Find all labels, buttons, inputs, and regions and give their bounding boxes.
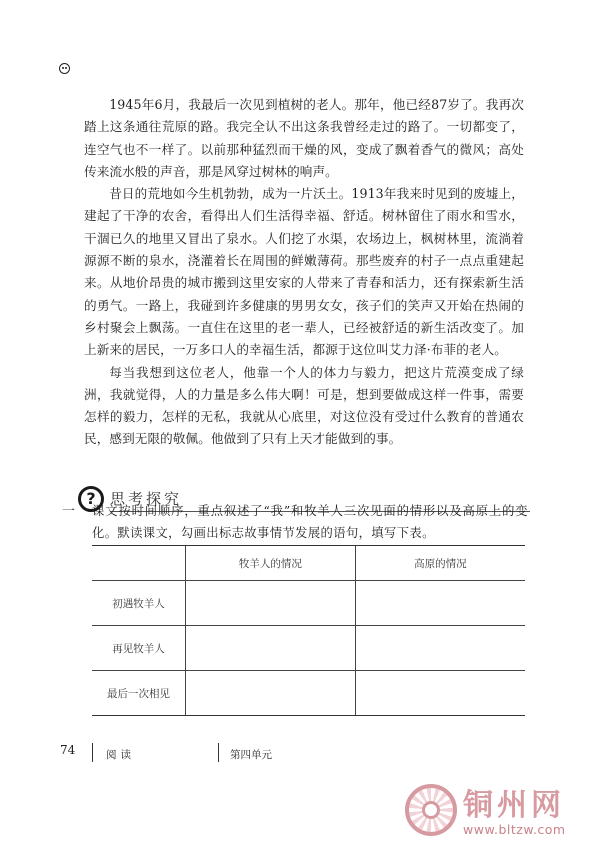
table-row	[92, 581, 525, 626]
question-number: 一	[62, 504, 76, 519]
table-header-shepherd: 牧羊人的情况	[186, 546, 356, 581]
table-row	[92, 626, 525, 671]
table-row-label: 再见牧羊人	[92, 626, 186, 671]
table-header-row	[92, 546, 525, 581]
watermark	[405, 780, 595, 846]
passage-paragraph-2: 昔日的荒地如今生机勃勃，成为一片沃土。1913年我来时见到的废墟上，建起了干净的农舍，看得出人们生活得幸福、舒适。树林留住了雨水和雪水，干涸已久的地里又冒出了泉水。人们挖了水渠，农场边上，枫树林里，流淌着源源不断的泉水，浇灌着长在周围的鲜嫩薄荷。那些废弃的村子一点点重建起来。从地价昂贵的城市搬到这里安家的人带来了青春和活力，还有探索新生活的勇气。一路上，我碰到许多健康的男男女女，孩子们的笑声又开始在热闹的乡村聚会上飘荡。一直住在这里的老一辈人，已经被舒适的新生活改变了。加上新来的居民，一万多口人的幸福生活，都源于这位叫艾力泽·布菲的老人。	[84, 186, 524, 358]
answer-table	[92, 545, 525, 716]
question-text: 课文按时间顺序，重点叙述了“我”和牧羊人三次见面的情形以及高原上的变化。默读课文，勾画出标志故事情节发展的语句，填写下表。	[92, 504, 528, 540]
watermark-name: 铜州网	[463, 788, 565, 823]
table-header-corner	[92, 546, 186, 581]
footer-unit-title: 第四单元	[230, 749, 272, 761]
answer-cell-shepherd[interactable]	[186, 581, 356, 626]
answer-cell-plateau[interactable]	[355, 626, 525, 671]
answer-cell-plateau[interactable]	[355, 581, 525, 626]
passage-paragraph-1: 1945年6月，我最后一次见到植树的老人。那年，他已经87岁了。我再次踏上这条通往荒原的路。我完全认不出这条我曾经走过的路了。一切都变了，连空气也不一样了。以前那种猛烈而干燥的风，变成了飘着香气的微风；高处传来流水般的声音，那是风穿过树林的响声。	[84, 97, 524, 179]
watermark-url: www.bltzw.com	[463, 822, 566, 837]
answer-cell-shepherd[interactable]	[186, 626, 356, 671]
table-row-label: 初遇牧羊人	[92, 581, 186, 626]
section-title: 思考探究	[110, 490, 183, 508]
table-row	[92, 671, 525, 716]
passage-paragraph-3: 每当我想到这位老人，他靠一个人的体力与毅力，把这片荒漠变成了绿洲，我就觉得，人的力量是多么伟大啊！可是，想到要做成这样一件事，需要怎样的毅力，怎样的无私，我就从心底里，对这位没有受过什么教育的普通农民，感到无限的敬佩。他做到了只有上天才能做到的事。	[84, 364, 524, 447]
passage	[84, 94, 524, 451]
seal-logo-icon	[405, 784, 457, 836]
footer-divider	[218, 743, 219, 762]
smiley-icon	[59, 63, 70, 74]
answer-cell-plateau[interactable]	[355, 671, 525, 716]
table-header-plateau: 高原的情况	[355, 546, 525, 581]
footer-book-title: 阅读	[106, 749, 135, 761]
answer-cell-shepherd[interactable]	[186, 671, 356, 716]
footer-divider	[92, 743, 93, 762]
page-number: 74	[60, 743, 76, 757]
table-row-label: 最后一次相见	[92, 671, 186, 716]
question-mark-icon: ?	[78, 486, 104, 512]
